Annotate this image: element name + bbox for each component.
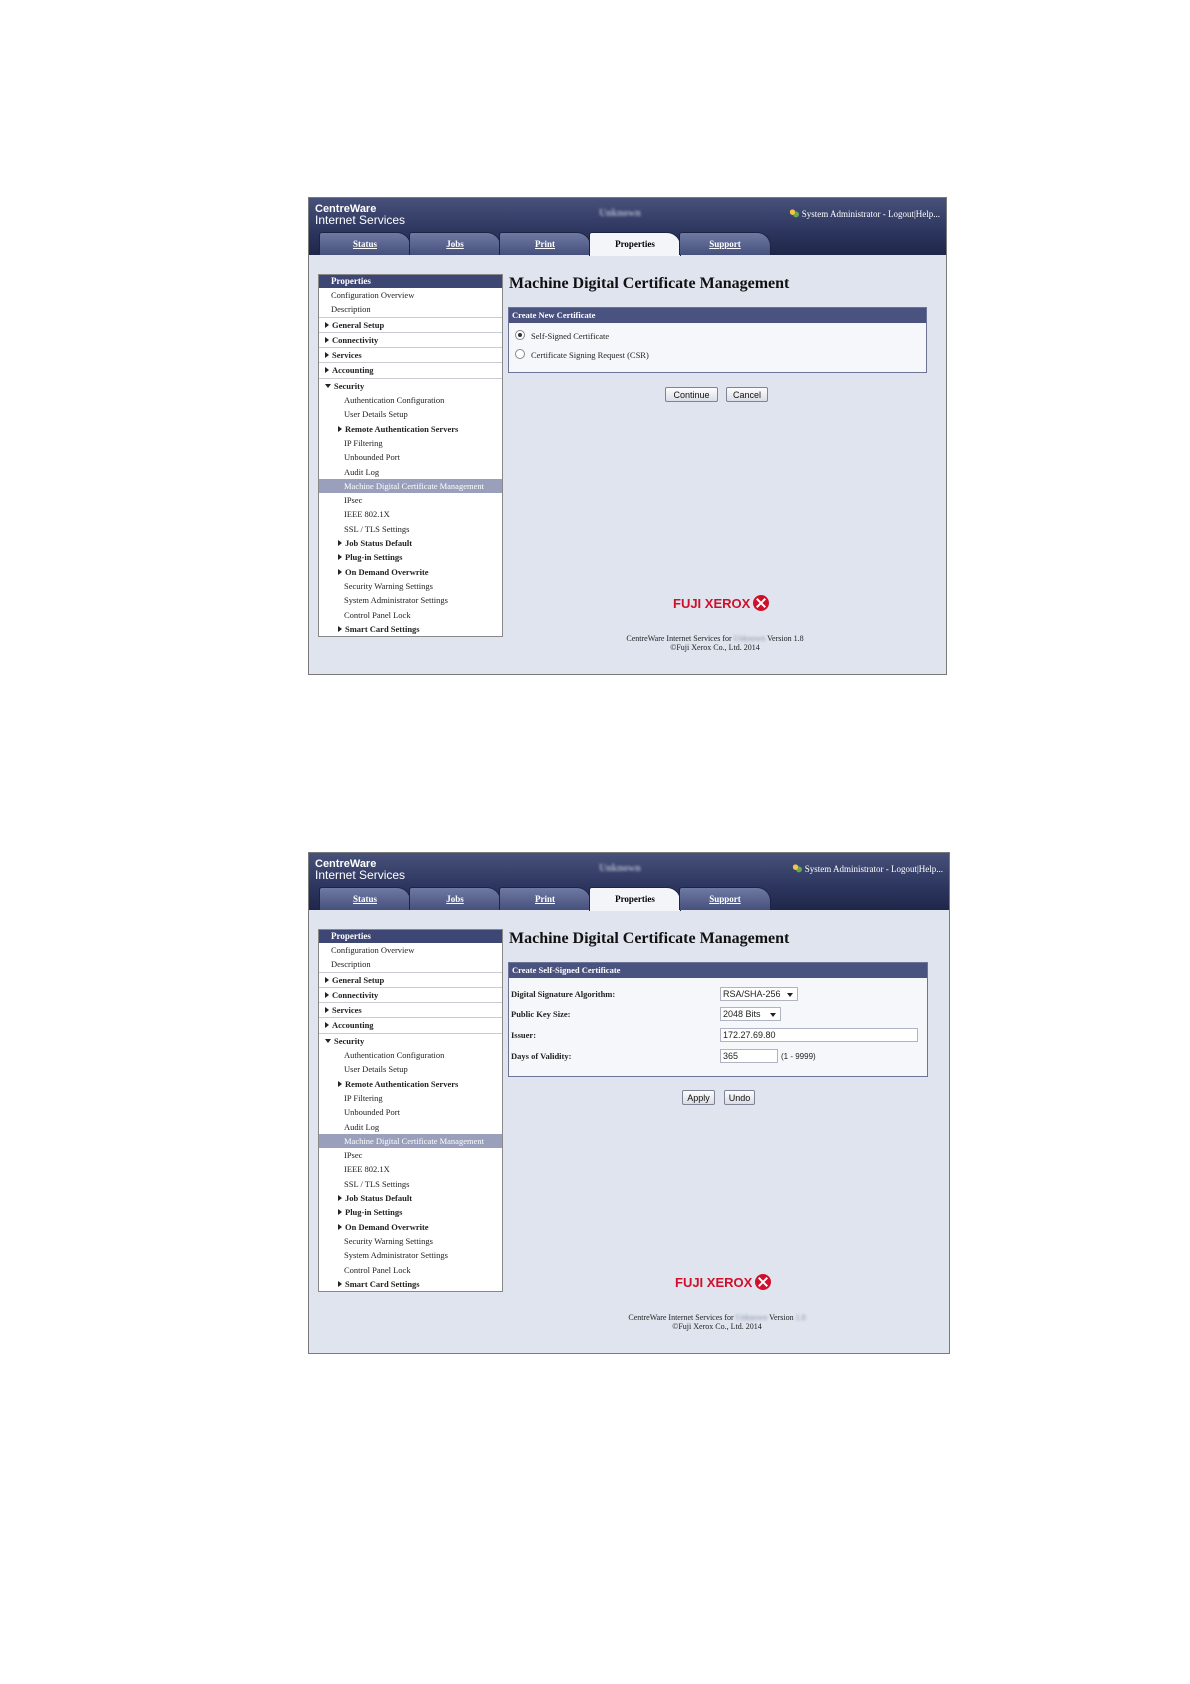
sidebar-item-system-administrator-settings[interactable]: System Administrator Settings <box>344 595 448 606</box>
tab-print[interactable]: Print <box>499 232 591 255</box>
tab-properties[interactable]: Properties <box>589 232 681 256</box>
expand-arrow-icon <box>325 322 329 328</box>
sidebar-item-on-demand-overwrite[interactable]: On Demand Overwrite <box>319 1220 502 1234</box>
tab-jobs[interactable]: Jobs <box>409 887 501 910</box>
sidebar-item-remote-authentication-servers[interactable]: Remote Authentication Servers <box>319 1077 502 1091</box>
tab-status[interactable]: Status <box>319 232 411 255</box>
xerox-sphere-icon <box>753 595 769 611</box>
expand-arrow-icon <box>338 626 342 632</box>
sidebar-item-audit-log[interactable]: Audit Log <box>344 1121 380 1132</box>
copyright: ©Fuji Xerox Co., Ltd. 2014 <box>672 1322 762 1331</box>
copyright: ©Fuji Xerox Co., Ltd. 2014 <box>670 643 760 652</box>
chevron-down-icon <box>770 1013 776 1017</box>
create-self-signed-certificate-panel <box>508 962 928 1077</box>
sidebar-item-configuration-overview[interactable]: Configuration Overview <box>331 945 415 955</box>
sidebar-item-ipsec[interactable]: IPsec <box>344 1150 363 1161</box>
sidebar-item-job-status-default[interactable]: Job Status Default <box>319 1191 502 1205</box>
fuji-xerox-logo: FUJI XEROX <box>675 1274 771 1290</box>
panel-title: Create New Certificate <box>509 308 926 323</box>
tab-print[interactable]: Print <box>499 887 591 910</box>
key-size-label: Public Key Size: <box>511 1009 571 1019</box>
cancel-button[interactable]: Cancel <box>726 387 768 402</box>
create-new-certificate-panel <box>508 307 927 373</box>
expand-arrow-icon <box>325 977 329 983</box>
app-header <box>309 853 949 910</box>
sidebar-item-general-setup[interactable]: General Setup <box>319 972 502 987</box>
expand-arrow-icon <box>338 540 342 546</box>
chevron-down-icon <box>787 993 793 997</box>
expand-arrow-icon <box>325 1022 329 1028</box>
expand-arrow-icon <box>338 1081 342 1087</box>
sidebar-item-ssl-tls-settings[interactable]: SSL / TLS Settings <box>344 523 410 534</box>
sidebar-item-unbounded-port[interactable]: Unbounded Port <box>344 452 400 463</box>
sidebar-item-control-panel-lock[interactable]: Control Panel Lock <box>344 1264 411 1275</box>
sidebar-item-job-status-default[interactable]: Job Status Default <box>319 536 502 550</box>
tab-support[interactable]: Support <box>679 887 771 910</box>
continue-button[interactable]: Continue <box>665 387 718 402</box>
footer-info: CentreWare Internet Services for Unknown Version 1.8 ©Fuji Xerox Co., Ltd. 2014 <box>617 1313 817 1331</box>
sidebar-item-plug-in-settings[interactable]: Plug-in Settings <box>319 550 502 564</box>
user-icon <box>789 209 799 218</box>
sidebar-item-description[interactable]: Description <box>331 304 371 315</box>
radio-selected-icon[interactable] <box>515 330 525 340</box>
device-name-redacted: Unknown <box>735 1313 768 1322</box>
sidebar-item-connectivity[interactable]: Connectivity <box>319 987 502 1002</box>
sidebar-item-authentication-configuration[interactable]: Authentication Configuration <box>344 395 445 406</box>
sidebar-item-plug-in-settings[interactable]: Plug-in Settings <box>319 1205 502 1219</box>
help-link[interactable]: Help... <box>918 864 943 874</box>
sidebar-item-system-administrator-settings[interactable]: System Administrator Settings <box>344 1250 448 1261</box>
screenshot-create-self-signed-certificate <box>308 852 950 1354</box>
sidebar-item-ip-filtering[interactable]: IP Filtering <box>344 1092 383 1103</box>
sidebar-item-security[interactable]: Security <box>319 1033 502 1048</box>
sidebar-item-user-details-setup[interactable]: User Details Setup <box>344 409 408 420</box>
xerox-sphere-icon <box>755 1274 771 1290</box>
sidebar <box>318 929 503 1292</box>
sidebar-item-machine-digital-certificate-management[interactable]: Machine Digital Certificate Management <box>319 479 502 493</box>
app-logo: CentreWare Internet Services <box>315 858 406 882</box>
expand-arrow-icon <box>325 992 329 998</box>
sidebar-item-smart-card-settings[interactable]: Smart Card Settings <box>319 622 502 636</box>
expand-arrow-icon <box>325 1007 329 1013</box>
tab-support[interactable]: Support <box>679 232 771 255</box>
sidebar-item-configuration-overview[interactable]: Configuration Overview <box>331 290 415 300</box>
expand-arrow-icon <box>325 352 329 358</box>
expand-arrow-icon <box>338 1281 342 1287</box>
tab-jobs[interactable]: Jobs <box>409 232 501 255</box>
expand-arrow-icon <box>325 337 329 343</box>
app-header <box>309 198 946 255</box>
apply-button[interactable]: Apply <box>682 1090 715 1105</box>
expand-arrow-icon <box>338 1224 342 1230</box>
sidebar-item-ipsec[interactable]: IPsec <box>344 495 363 506</box>
expand-arrow-icon <box>338 1195 342 1201</box>
main-tabs <box>319 232 939 255</box>
sidebar-item-authentication-configuration[interactable]: Authentication Configuration <box>344 1050 445 1061</box>
algorithm-select[interactable]: RSA/SHA-256 <box>720 987 798 1001</box>
user-bar <box>789 209 940 219</box>
sidebar-item-control-panel-lock[interactable]: Control Panel Lock <box>344 609 411 620</box>
radio-unselected-icon[interactable] <box>515 349 525 359</box>
expand-arrow-icon <box>338 554 342 560</box>
sidebar-item-ssl-tls-settings[interactable]: SSL / TLS Settings <box>344 1178 410 1189</box>
screenshot-create-new-certificate <box>308 197 947 675</box>
sidebar-item-remote-authentication-servers[interactable]: Remote Authentication Servers <box>319 422 502 436</box>
footer-info: CentreWare Internet Services for Unknown Version 1.8 ©Fuji Xerox Co., Ltd. 2014 <box>615 634 815 652</box>
issuer-label: Issuer: <box>511 1030 537 1040</box>
issuer-input[interactable]: 172.27.69.80 <box>720 1028 918 1042</box>
sidebar-item-smart-card-settings[interactable]: Smart Card Settings <box>319 1277 502 1291</box>
collapse-arrow-icon <box>325 384 331 388</box>
device-name-redacted: Unknown <box>733 634 766 643</box>
sidebar <box>318 274 503 637</box>
user-icon <box>792 864 802 873</box>
version-redacted: 1.8 <box>795 1313 806 1322</box>
sidebar-item-services[interactable]: Services <box>319 347 502 362</box>
validity-label: Days of Validity: <box>511 1051 572 1061</box>
main-tabs <box>319 887 939 910</box>
logout-link[interactable]: - Logout| <box>885 864 919 874</box>
validity-range-hint: (1 - 9999) <box>781 1052 816 1061</box>
sidebar-item-ip-filtering[interactable]: IP Filtering <box>344 437 383 448</box>
sidebar-item-accounting[interactable]: Accounting <box>319 362 502 377</box>
sidebar-heading: Properties <box>319 275 502 288</box>
logout-link[interactable]: - Logout| <box>882 209 916 219</box>
fuji-xerox-logo: FUJI XEROX <box>673 595 769 611</box>
panel-title: Create Self-Signed Certificate <box>509 963 927 978</box>
tab-status[interactable]: Status <box>319 887 411 910</box>
option-self-signed[interactable]: Self-Signed Certificate <box>515 330 609 341</box>
sidebar-item-accounting[interactable]: Accounting <box>319 1017 502 1032</box>
expand-arrow-icon <box>338 569 342 575</box>
user-bar <box>792 864 943 874</box>
sidebar-heading: Properties <box>319 930 502 943</box>
key-size-select[interactable]: 2048 Bits <box>720 1007 781 1021</box>
device-name: Unknown <box>599 208 641 219</box>
expand-arrow-icon <box>338 426 342 432</box>
sidebar-item-audit-log[interactable]: Audit Log <box>344 466 380 477</box>
collapse-arrow-icon <box>325 1039 331 1043</box>
page-title: Machine Digital Certificate Management <box>509 275 790 292</box>
sidebar-item-machine-digital-certificate-management[interactable]: Machine Digital Certificate Management <box>319 1134 502 1148</box>
sidebar-item-ieee-8021x[interactable]: IEEE 802.1X <box>344 509 390 520</box>
option-csr[interactable]: Certificate Signing Request (CSR) <box>515 349 649 360</box>
user-label: System Administrator <box>801 209 881 219</box>
user-label: System Administrator <box>804 864 884 874</box>
expand-arrow-icon <box>338 1209 342 1215</box>
sidebar-item-user-details-setup[interactable]: User Details Setup <box>344 1064 408 1075</box>
page-title: Machine Digital Certificate Management <box>509 930 790 947</box>
tab-properties[interactable]: Properties <box>589 887 681 911</box>
device-name: Unknown <box>599 863 641 874</box>
sidebar-item-security[interactable]: Security <box>319 378 502 393</box>
sidebar-item-security-warning-settings[interactable]: Security Warning Settings <box>344 580 433 591</box>
help-link[interactable]: Help... <box>915 209 940 219</box>
undo-button[interactable]: Undo <box>724 1090 755 1105</box>
sidebar-item-unbounded-port[interactable]: Unbounded Port <box>344 1107 400 1118</box>
validity-input[interactable]: 365 <box>720 1049 778 1063</box>
sidebar-item-on-demand-overwrite[interactable]: On Demand Overwrite <box>319 565 502 579</box>
sidebar-item-security-warning-settings[interactable]: Security Warning Settings <box>344 1235 433 1246</box>
sidebar-item-general-setup[interactable]: General Setup <box>319 317 502 332</box>
sidebar-item-ieee-8021x[interactable]: IEEE 802.1X <box>344 1164 390 1175</box>
sidebar-item-services[interactable]: Services <box>319 1002 502 1017</box>
expand-arrow-icon <box>325 367 329 373</box>
algorithm-label: Digital Signature Algorithm: <box>511 989 616 999</box>
sidebar-item-connectivity[interactable]: Connectivity <box>319 332 502 347</box>
app-logo: CentreWare Internet Services <box>315 203 406 227</box>
sidebar-item-description[interactable]: Description <box>331 959 371 970</box>
